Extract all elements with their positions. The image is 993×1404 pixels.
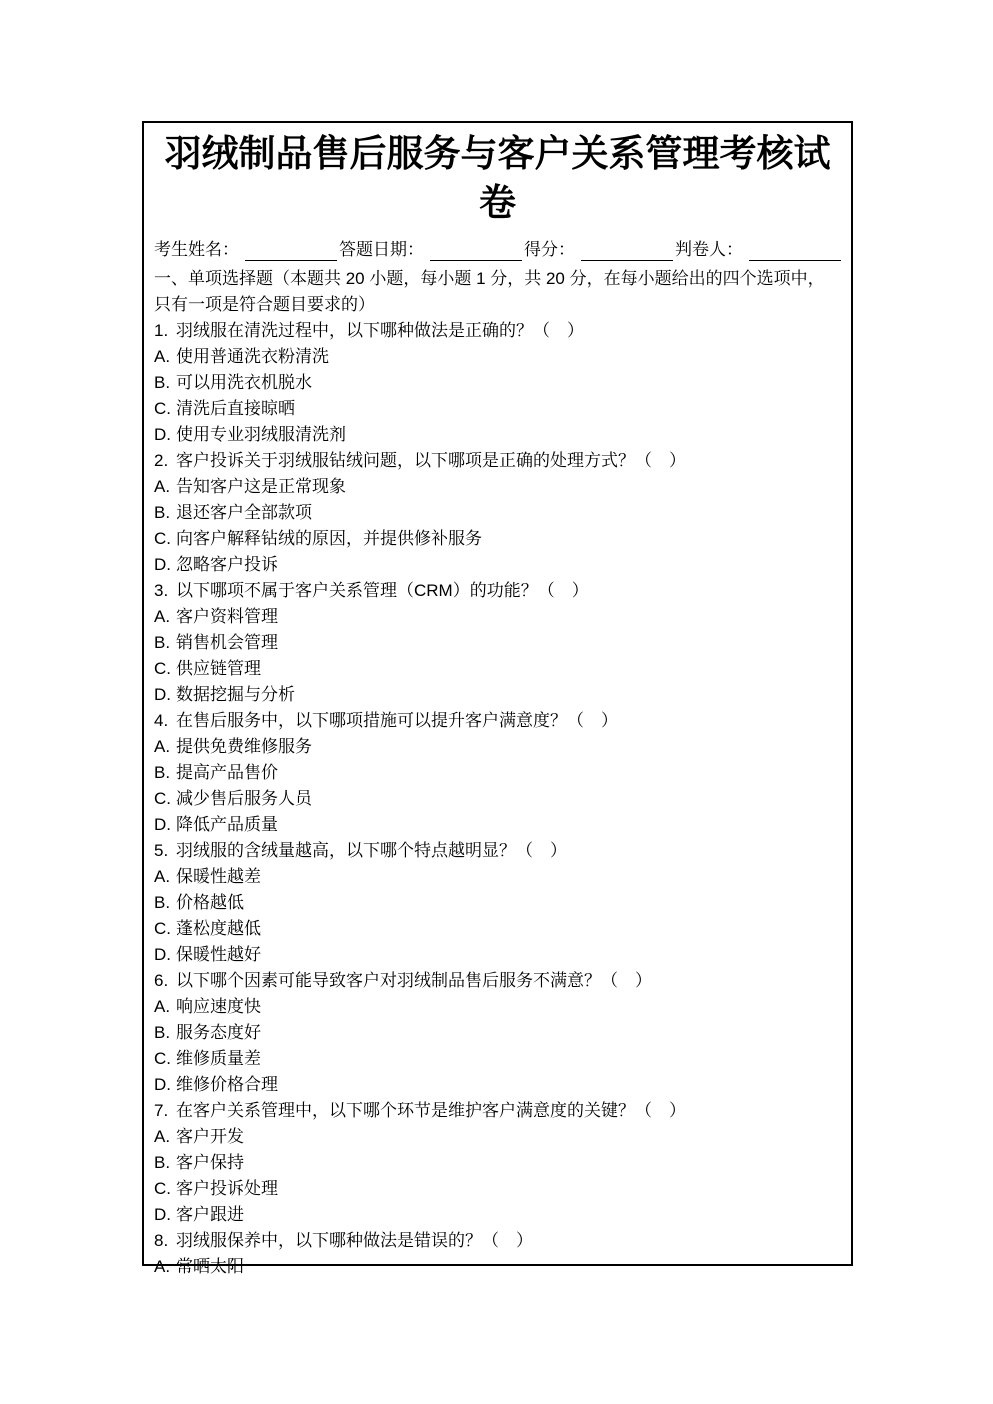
option-line [154, 500, 841, 526]
question-text-line [154, 448, 841, 474]
question-text-line [154, 838, 841, 864]
question-5 [154, 838, 841, 968]
option-label: D. [154, 555, 171, 574]
option-line [154, 1176, 841, 1202]
fill-in-blank [581, 241, 673, 261]
option-line [154, 656, 841, 682]
option-line [154, 526, 841, 552]
option-text: 退还客户全部款项 [176, 503, 312, 522]
fill-in-blank [245, 241, 337, 261]
question-1 [154, 318, 841, 448]
option-label: D. [154, 685, 171, 704]
option-label: B. [154, 893, 171, 912]
question-4 [154, 708, 841, 838]
question-text: 客户投诉关于羽绒服钻绒问题，以下哪项是正确的处理方式？（ ） [176, 451, 686, 470]
option-line [154, 812, 841, 838]
option-text: 使用普通洗衣粉清洗 [176, 347, 329, 366]
option-text: 维修质量差 [176, 1049, 261, 1068]
option-line [154, 890, 841, 916]
option-text: 客户跟进 [176, 1205, 244, 1224]
question-number: 4. [154, 711, 169, 730]
option-label: D. [154, 1075, 171, 1094]
option-label: A. [154, 1257, 171, 1276]
option-text: 使用专业羽绒服清洗剂 [176, 425, 346, 444]
field-answer-date [339, 239, 522, 261]
option-label: C. [154, 789, 171, 808]
option-line [154, 630, 841, 656]
option-line [154, 786, 841, 812]
option-label: D. [154, 815, 171, 834]
option-label: C. [154, 659, 171, 678]
option-text: 响应速度快 [176, 997, 261, 1016]
option-label: B. [154, 763, 171, 782]
option-label: C. [154, 919, 171, 938]
option-line [154, 734, 841, 760]
option-line [154, 344, 841, 370]
question-text: 在售后服务中，以下哪项措施可以提升客户满意度？（ ） [176, 711, 618, 730]
section-heading: 一、单项选择题（本题共 20 小题，每小题 1 分，共 20 分，在每小题给出的四个选项中，只有一项是符合题目要求的） [154, 269, 825, 314]
question-number: 2. [154, 451, 169, 470]
question-8 [154, 1228, 841, 1280]
option-line [154, 1254, 841, 1280]
field-score [524, 239, 673, 261]
field-label: 得分： [524, 240, 575, 259]
option-text: 保暖性越差 [176, 867, 261, 886]
option-line [154, 552, 841, 578]
option-label: A. [154, 1127, 171, 1146]
option-text: 提高产品售价 [176, 763, 278, 782]
option-text: 客户开发 [176, 1127, 244, 1146]
question-number: 7. [154, 1101, 169, 1120]
question-text-line [154, 1098, 841, 1124]
option-label: B. [154, 633, 171, 652]
option-line [154, 604, 841, 630]
option-line [154, 760, 841, 786]
question-2 [154, 448, 841, 578]
field-label: 判卷人： [675, 240, 743, 259]
option-text: 服务态度好 [176, 1023, 261, 1042]
option-line [154, 682, 841, 708]
option-line [154, 1046, 841, 1072]
option-text: 数据挖掘与分析 [176, 685, 295, 704]
option-label: A. [154, 997, 171, 1016]
question-text-line [154, 708, 841, 734]
question-text: 羽绒服在清洗过程中，以下哪种做法是正确的？（ ） [176, 321, 584, 340]
option-line [154, 474, 841, 500]
option-line [154, 1072, 841, 1098]
question-number: 6. [154, 971, 169, 990]
option-label: B. [154, 1153, 171, 1172]
question-text: 羽绒服的含绒量越高，以下哪个特点越明显？（ ） [176, 841, 567, 860]
option-text: 保暖性越好 [176, 945, 261, 964]
field-label: 答题日期： [339, 240, 424, 259]
option-label: B. [154, 1023, 171, 1042]
option-text: 提供免费维修服务 [176, 737, 312, 756]
question-3 [154, 578, 841, 708]
option-label: C. [154, 1049, 171, 1068]
option-label: A. [154, 737, 171, 756]
option-text: 降低产品质量 [176, 815, 278, 834]
option-line [154, 1150, 841, 1176]
fill-in-blank [749, 241, 841, 261]
exam-header-fields [154, 236, 841, 261]
question-number: 3. [154, 581, 169, 600]
option-text: 蓬松度越低 [176, 919, 261, 938]
option-text: 向客户解释钻绒的原因，并提供修补服务 [176, 529, 482, 548]
option-label: D. [154, 1205, 171, 1224]
option-line [154, 942, 841, 968]
exam-body [154, 266, 841, 1280]
option-text: 客户资料管理 [176, 607, 278, 626]
option-label: C. [154, 399, 171, 418]
question-text-line [154, 318, 841, 344]
question-6 [154, 968, 841, 1098]
question-number: 5. [154, 841, 169, 860]
field-grader [675, 239, 841, 261]
question-text-line [154, 578, 841, 604]
option-label: C. [154, 529, 171, 548]
option-label: D. [154, 425, 171, 444]
question-text-line [154, 968, 841, 994]
option-line [154, 1124, 841, 1150]
option-text: 减少售后服务人员 [176, 789, 312, 808]
option-line [154, 1020, 841, 1046]
option-text: 清洗后直接晾晒 [176, 399, 295, 418]
option-text: 常晒太阳 [176, 1257, 244, 1276]
option-label: A. [154, 347, 171, 366]
question-text: 以下哪项不属于客户关系管理（CRM）的功能？（ ） [176, 581, 589, 600]
option-text: 客户投诉处理 [176, 1179, 278, 1198]
option-text: 销售机会管理 [176, 633, 278, 652]
option-line [154, 864, 841, 890]
option-text: 客户保持 [176, 1153, 244, 1172]
question-text: 以下哪个因素可能导致客户对羽绒制品售后服务不满意？（ ） [176, 971, 652, 990]
option-text: 告知客户这是正常现象 [176, 477, 346, 496]
option-label: A. [154, 477, 171, 496]
question-number: 1. [154, 321, 169, 340]
option-label: B. [154, 503, 171, 522]
option-label: A. [154, 867, 171, 886]
exam-sheet [142, 121, 853, 1276]
option-line [154, 396, 841, 422]
option-text: 价格越低 [176, 893, 244, 912]
option-line [154, 1202, 841, 1228]
option-text: 忽略客户投诉 [176, 555, 278, 574]
option-label: C. [154, 1179, 171, 1198]
option-label: B. [154, 373, 171, 392]
question-number: 8. [154, 1231, 169, 1250]
option-text: 供应链管理 [176, 659, 261, 678]
question-text: 羽绒服保养中，以下哪种做法是错误的？（ ） [176, 1231, 533, 1250]
option-label: A. [154, 607, 171, 626]
option-line [154, 994, 841, 1020]
option-line [154, 422, 841, 448]
question-7 [154, 1098, 841, 1228]
option-label: D. [154, 945, 171, 964]
option-line [154, 916, 841, 942]
option-text: 维修价格合理 [176, 1075, 278, 1094]
field-examinee-name [154, 239, 337, 261]
option-line [154, 370, 841, 396]
exam-title: 羽绒制品售后服务与客户关系管理考核试卷 [164, 133, 831, 223]
question-text: 在客户关系管理中，以下哪个环节是维护客户满意度的关键？（ ） [176, 1101, 686, 1120]
question-text-line [154, 1228, 841, 1254]
option-text: 可以用洗衣机脱水 [176, 373, 312, 392]
field-label: 考生姓名： [154, 240, 239, 259]
fill-in-blank [430, 241, 522, 261]
